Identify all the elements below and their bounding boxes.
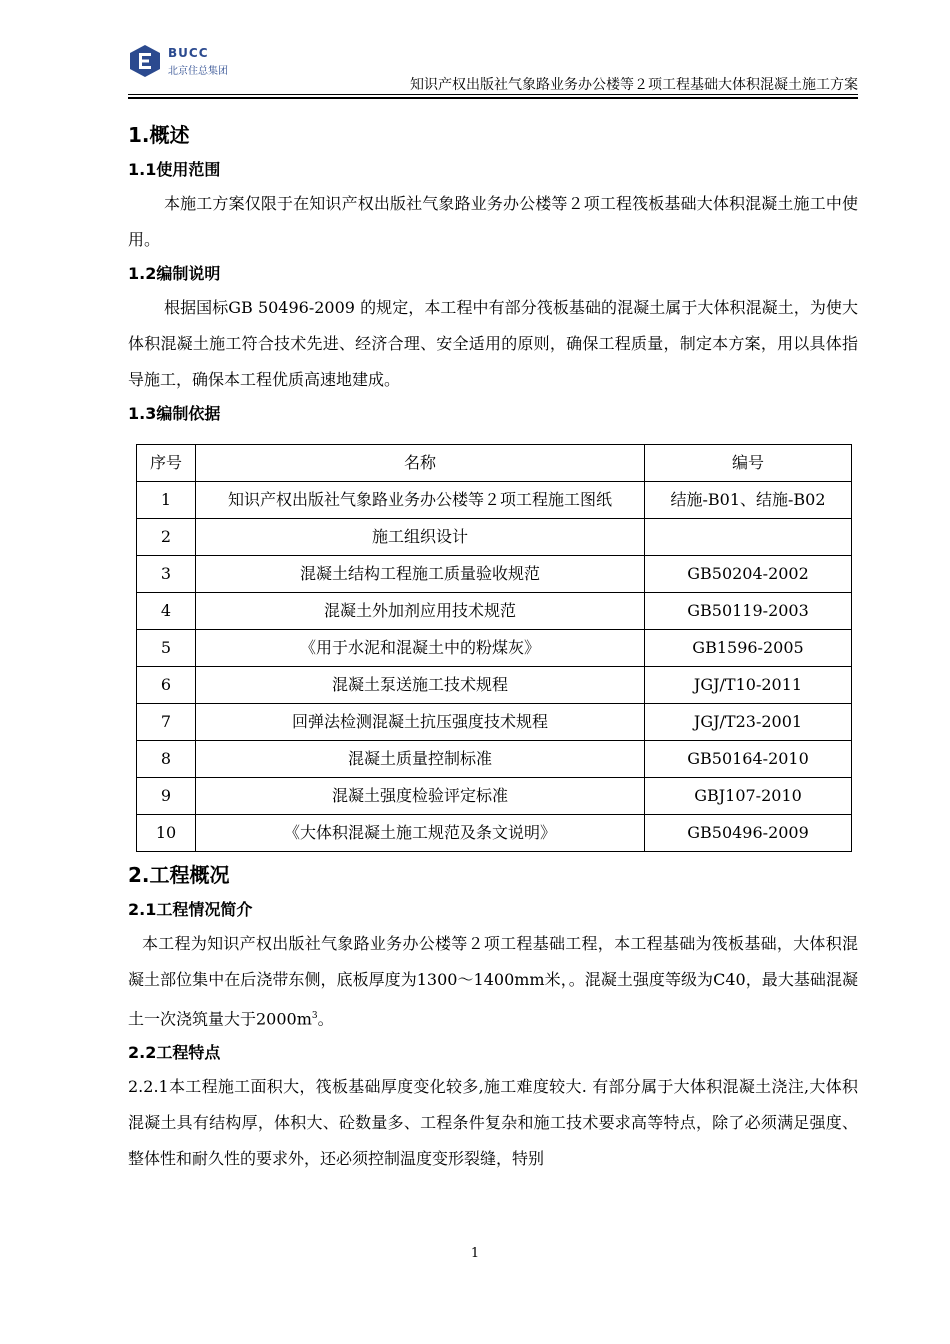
table-cell-index: 1 [137,482,196,519]
section-heading-2-2: 2.2工程特点 [128,1043,221,1063]
section-heading-1-2: 1.2编制说明 [128,264,221,283]
basis-table [136,444,852,852]
table-cell-code: GB50164-2010 [645,741,852,778]
page-number: 1 [470,1246,480,1261]
bucc-logo-icon [128,44,162,78]
table-row [137,778,852,815]
paragraph-explanation: 根据国标GB 50496-2009 的规定，本工程中有部分筏板基础的混凝土属于大体积混凝土，为使大体积混凝土施工符合技术先进、经济合理、安全适用的原则，确保工程质量，制定本方案，用以具体指导施工，确保本工程优质高速地建成。 [128,298,858,389]
table-cell-code: GB50496-2009 [645,815,852,852]
table-cell-index: 9 [137,778,196,815]
table-cell-name: 混凝土强度检验评定标准 [196,778,645,815]
table-cell-code [645,519,852,556]
table-cell-name: 混凝土外加剂应用技术规范 [196,593,645,630]
table-row [137,815,852,852]
table-cell-name: 混凝土泵送施工技术规程 [196,667,645,704]
table-cell-name: 混凝土结构工程施工质量验收规范 [196,556,645,593]
table-cell-name: 《大体积混凝土施工规范及条文说明》 [196,815,645,852]
table-row [137,630,852,667]
table-cell-code: GB50204-2002 [645,556,852,593]
superscript-cubic: 3 [311,1011,318,1021]
header-rule [128,94,858,95]
table-cell-code: GBJ107-2010 [645,778,852,815]
paragraph-project-intro [128,926,858,1037]
table-cell-index: 2 [137,519,196,556]
table-cell-name: 混凝土质量控制标准 [196,741,645,778]
table-row [137,741,852,778]
company-logo [128,44,238,80]
project-intro-end: 。 [317,1009,334,1029]
header-title: 知识产权出版社气象路业务办公楼等２项工程基础大体积混凝土施工方案 [410,77,858,93]
table-cell-name: 回弹法检测混凝土抗压强度技术规程 [196,704,645,741]
section-heading-1-1: 1.1使用范围 [128,160,221,179]
table-row [137,556,852,593]
paragraph-scope: 本施工方案仅限于在知识产权出版社气象路业务办公楼等２项工程筏板基础大体积混凝土施工中使用。 [128,194,858,249]
table-row [137,482,852,519]
table-row [137,667,852,704]
table-header-cell: 编号 [645,445,852,482]
table-cell-index: 5 [137,630,196,667]
section-heading-2: 2.工程概况 [128,863,230,887]
table-header-cell: 序号 [137,445,196,482]
table-cell-code: GB50119-2003 [645,593,852,630]
table-cell-index: 6 [137,667,196,704]
table-cell-index: 3 [137,556,196,593]
table-cell-index: 10 [137,815,196,852]
table-header-cell: 名称 [196,445,645,482]
table-cell-code: JGJ/T10-2011 [645,667,852,704]
table-cell-code: 结施-B01、结施-B02 [645,482,852,519]
table-cell-code: GB1596-2005 [645,630,852,667]
table-row [137,704,852,741]
document-body [128,112,858,1177]
table-cell-index: 4 [137,593,196,630]
section-heading-1: 1.概述 [128,123,190,147]
table-row [137,593,852,630]
paragraph-features: 2.2.1本工程施工面积大，筏板基础厚度变化较多,施工难度较大. 有部分属于大体积混凝土浇注,大体积混凝土具有结构厚，体积大、砼数量多、工程条件复杂和施工技术要求高等特点，除了必须满足强度、整体性和耐久性的要求外，还必须控制温度变形裂缝，特别 [128,1077,858,1169]
table-cell-name: 施工组织设计 [196,519,645,556]
header-rule-thick [128,97,858,99]
table-cell-index: 7 [137,704,196,741]
table-cell-index: 8 [137,741,196,778]
table-header-row [137,445,852,482]
section-heading-1-3: 1.3编制依据 [128,404,221,423]
logo-text-en: BUCC [168,46,209,60]
project-intro-text: 本工程为知识产权出版社气象路业务办公楼等２项工程基础工程，本工程基础为筏板基础，大体积混凝土部位集中在后浇带东侧，底板厚度为1300～1400mm米，。混凝土强度等级为C40，最大基础混凝土一次浇筑量大于2000m [128,934,858,1029]
table-cell-name: 知识产权出版社气象路业务办公楼等２项工程施工图纸 [196,482,645,519]
table-cell-name: 《用于水泥和混凝土中的粉煤灰》 [196,630,645,667]
section-heading-2-1: 2.1工程情况简介 [128,900,253,919]
logo-text-cn: 北京住总集团 [168,66,228,77]
table-row [137,519,852,556]
table-cell-code: JGJ/T23-2001 [645,704,852,741]
